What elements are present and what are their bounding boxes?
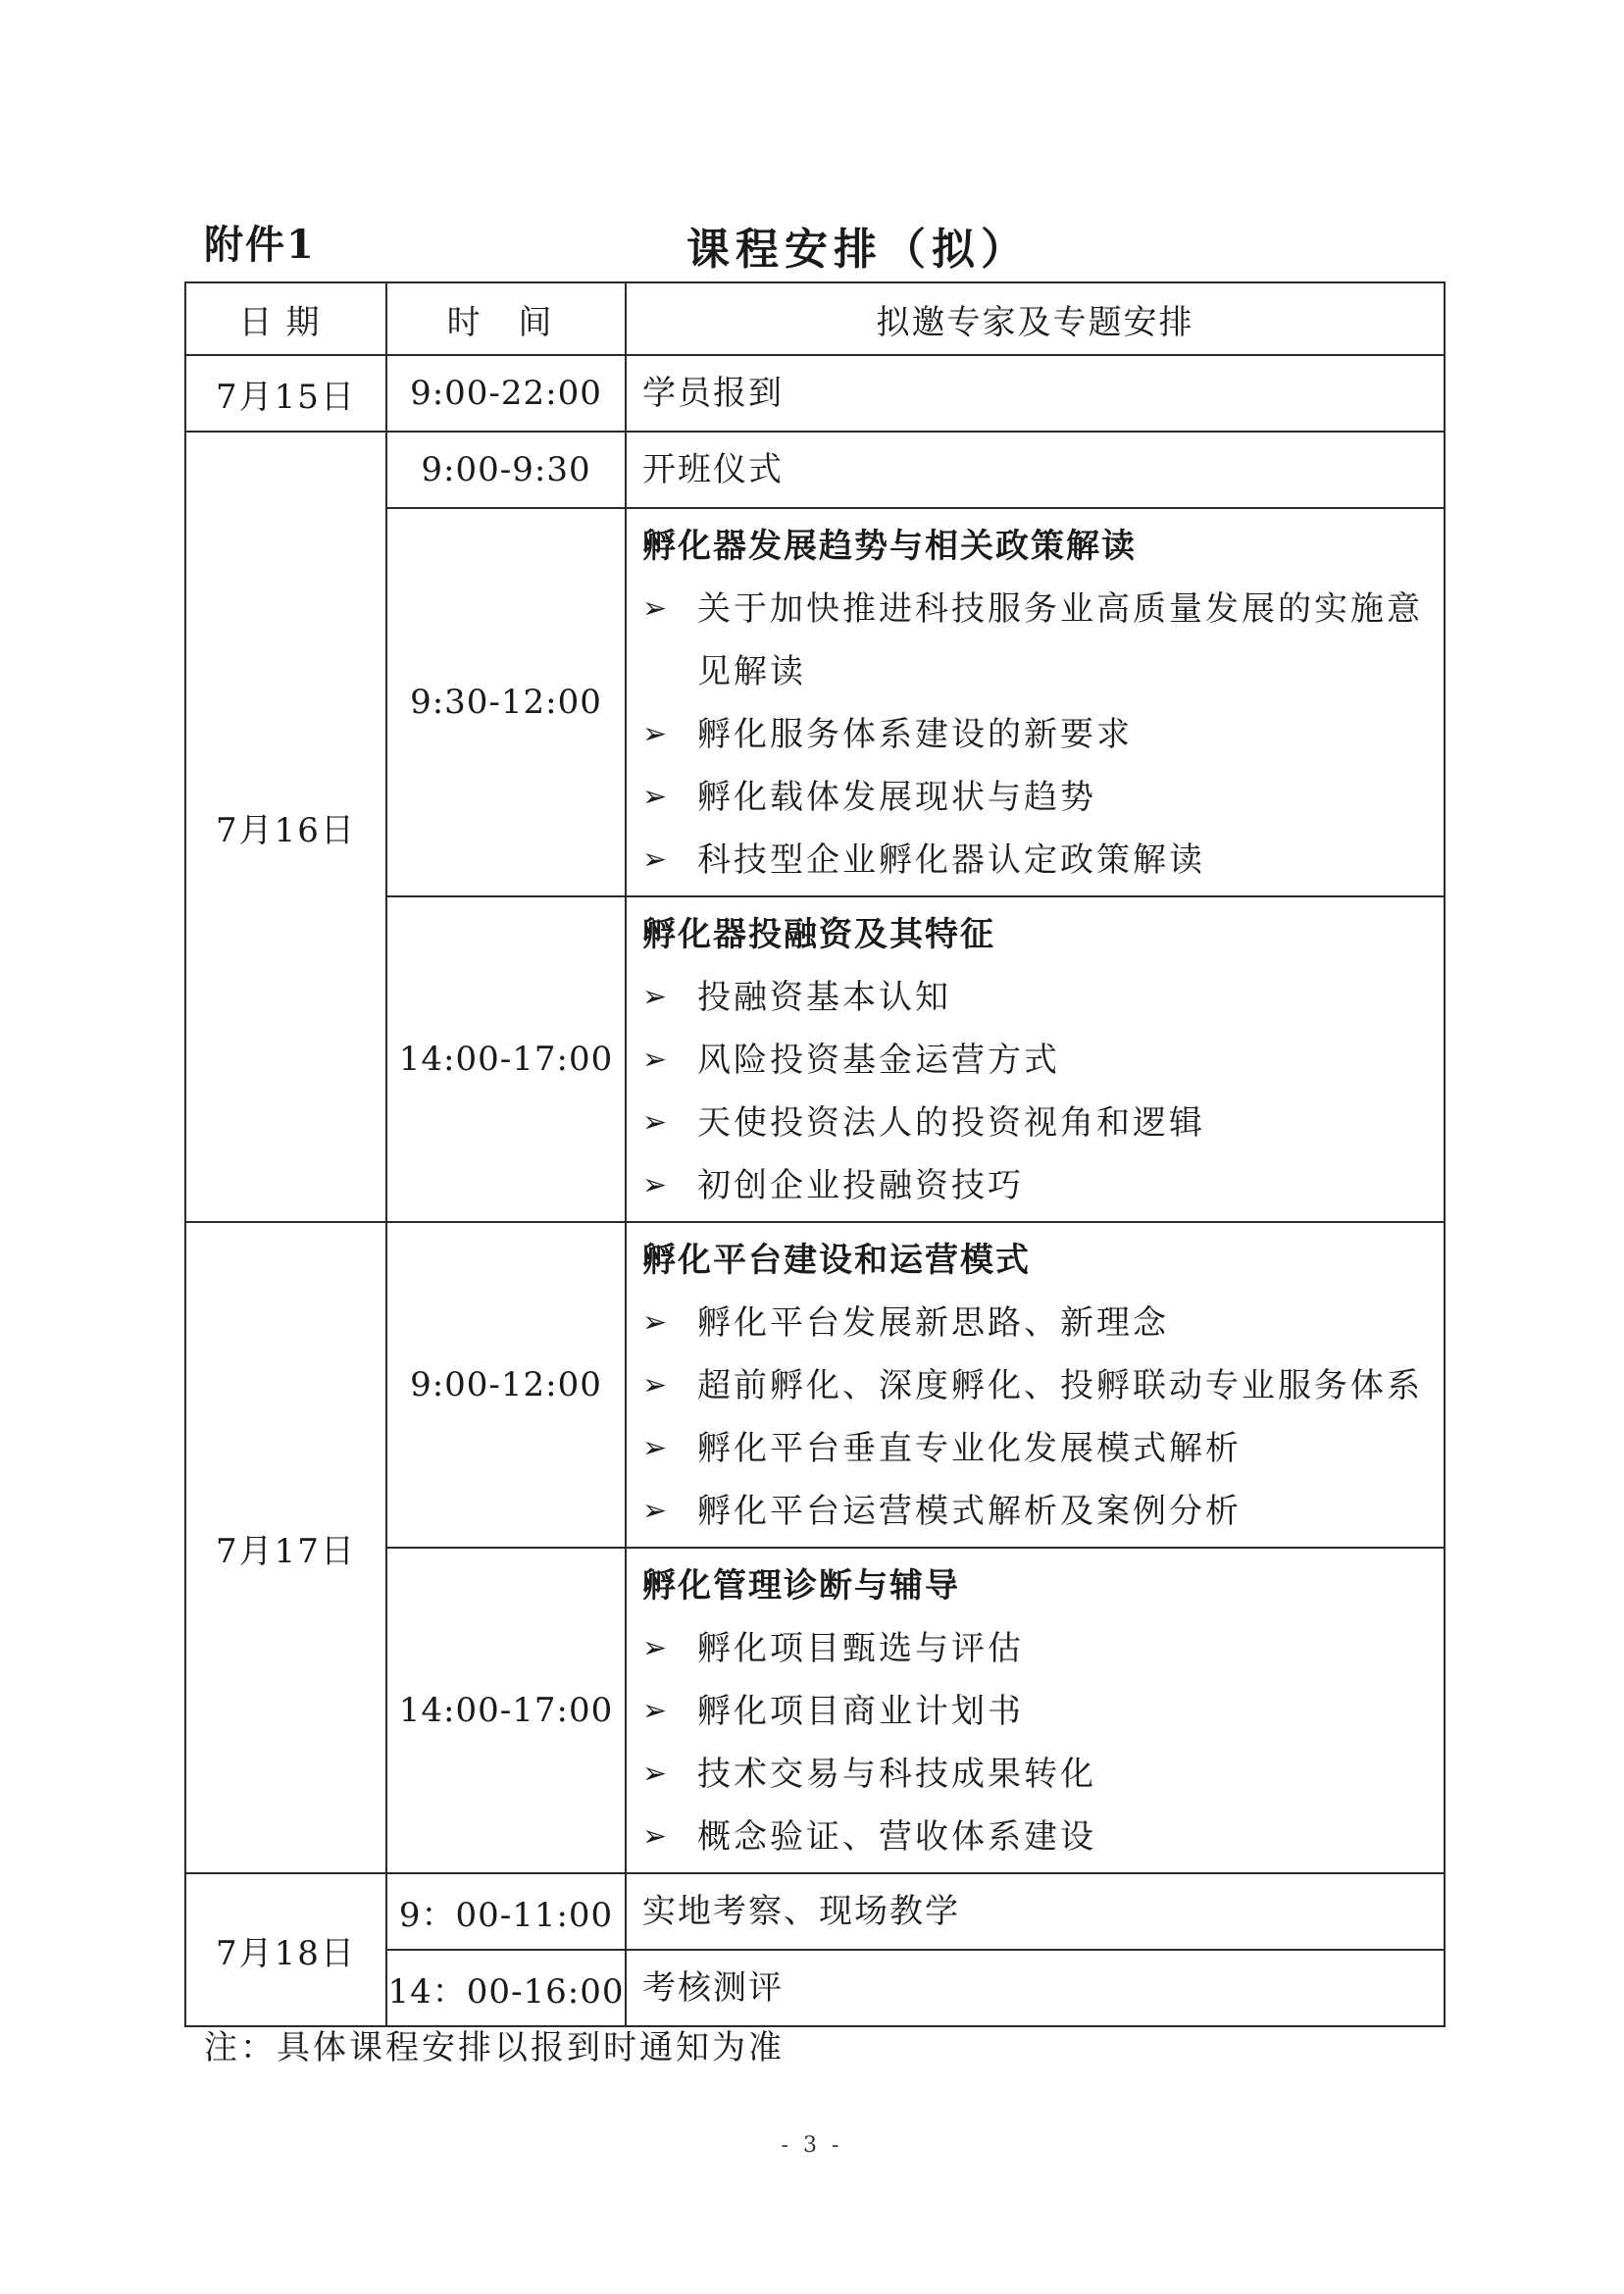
list-item xyxy=(642,766,1434,829)
page-number: - 3 - xyxy=(781,2133,843,2158)
arrow-bullet-icon: ➢ xyxy=(642,780,671,814)
time-cell: 14:00-17:00 xyxy=(386,896,626,1222)
arrow-bullet-icon: ➢ xyxy=(642,842,671,877)
table-row xyxy=(185,432,1445,508)
arrow-bullet-icon: ➢ xyxy=(642,1494,671,1528)
arrow-bullet-icon: ➢ xyxy=(642,1168,671,1202)
time-cell: 9:00-12:00 xyxy=(386,1222,626,1548)
time-cell: 9：00-11:00 xyxy=(386,1873,626,1950)
date-cell: 7月15日 xyxy=(185,355,386,432)
arrow-bullet-icon: ➢ xyxy=(642,1757,671,1791)
date-cell: 7月16日 xyxy=(185,432,386,1222)
topic-cell xyxy=(626,1222,1445,1548)
arrow-bullet-icon: ➢ xyxy=(642,1631,671,1665)
list-item-text: 孵化项目甄选与评估 xyxy=(697,1629,1024,1668)
topic-cell xyxy=(626,896,1445,1222)
arrow-bullet-icon: ➢ xyxy=(642,980,671,1014)
arrow-bullet-icon: ➢ xyxy=(642,1105,671,1140)
topic-cell: 实地考察、现场教学 xyxy=(626,1873,1445,1950)
date-cell: 7月17日 xyxy=(185,1222,386,1873)
list-item-text: 孵化平台垂直专业化发展模式解析 xyxy=(697,1429,1242,1468)
list-item xyxy=(642,1617,1434,1680)
arrow-bullet-icon: ➢ xyxy=(642,1043,671,1077)
list-item xyxy=(642,1480,1434,1543)
topic-cell: 考核测评 xyxy=(626,1950,1445,2026)
list-item-text: 孵化平台运营模式解析及案例分析 xyxy=(697,1492,1242,1531)
list-item xyxy=(642,1154,1434,1217)
list-item-text: 技术交易与科技成果转化 xyxy=(697,1755,1096,1794)
time-cell: 14：00-16:00 xyxy=(386,1950,626,2026)
list-item xyxy=(642,578,1434,703)
topic-cell: 开班仪式 xyxy=(626,432,1445,508)
attachment-label: 附件1 xyxy=(204,222,316,268)
topic-cell xyxy=(626,1548,1445,1873)
arrow-bullet-icon: ➢ xyxy=(642,1694,671,1728)
list-item-text: 孵化载体发展现状与趋势 xyxy=(697,778,1096,817)
list-item-text: 风险投资基金运营方式 xyxy=(697,1041,1060,1080)
column-header-time: 时 间 xyxy=(386,282,626,355)
time-cell: 9:30-12:00 xyxy=(386,508,626,896)
topic-cell xyxy=(626,508,1445,896)
table-row xyxy=(185,1873,1445,1950)
schedule-table xyxy=(184,281,1446,2027)
list-item-text: 关于加快推进科技服务业高质量发展的实施意见解读 xyxy=(697,589,1423,691)
document-title: 课程安排（拟） xyxy=(686,225,1030,275)
session-title: 孵化管理诊断与辅导 xyxy=(642,1566,960,1606)
list-item xyxy=(642,1806,1434,1868)
session-title: 孵化器发展趋势与相关政策解读 xyxy=(642,527,1137,566)
table-row xyxy=(185,1222,1445,1548)
list-item xyxy=(642,1743,1434,1806)
list-item-text: 孵化平台发展新思路、新理念 xyxy=(697,1303,1169,1343)
time-cell: 9:00-22:00 xyxy=(386,355,626,432)
arrow-bullet-icon: ➢ xyxy=(642,1368,671,1402)
list-item-text: 孵化服务体系建设的新要求 xyxy=(697,715,1133,754)
list-item xyxy=(642,1029,1434,1092)
list-item xyxy=(642,1092,1434,1154)
list-item xyxy=(642,1354,1434,1417)
list-item-text: 初创企业投融资技巧 xyxy=(697,1166,1024,1205)
footnote: 注：具体课程安排以报到时通知为准 xyxy=(204,2028,785,2067)
column-header-topic: 拟邀专家及专题安排 xyxy=(626,282,1445,355)
topic-cell: 学员报到 xyxy=(626,355,1445,432)
session-title: 孵化器投融资及其特征 xyxy=(642,915,995,954)
list-item-text: 投融资基本认知 xyxy=(697,978,951,1017)
list-item xyxy=(642,1417,1434,1480)
list-item xyxy=(642,829,1434,892)
arrow-bullet-icon: ➢ xyxy=(642,591,671,626)
list-item-text: 天使投资法人的投资视角和逻辑 xyxy=(697,1103,1205,1143)
time-cell: 9:00-9:30 xyxy=(386,432,626,508)
arrow-bullet-icon: ➢ xyxy=(642,717,671,751)
arrow-bullet-icon: ➢ xyxy=(642,1819,671,1854)
arrow-bullet-icon: ➢ xyxy=(642,1431,671,1465)
list-item xyxy=(642,1680,1434,1743)
time-cell: 14:00-17:00 xyxy=(386,1548,626,1873)
list-item xyxy=(642,703,1434,766)
list-item-text: 孵化项目商业计划书 xyxy=(697,1692,1024,1731)
date-cell: 7月18日 xyxy=(185,1873,386,2026)
session-title: 孵化平台建设和运营模式 xyxy=(642,1241,1031,1280)
list-item xyxy=(642,1292,1434,1354)
arrow-bullet-icon: ➢ xyxy=(642,1305,671,1340)
list-item-text: 科技型企业孵化器认定政策解读 xyxy=(697,841,1205,880)
list-item-text: 概念验证、营收体系建设 xyxy=(697,1817,1096,1857)
table-row xyxy=(185,355,1445,432)
list-item xyxy=(642,966,1434,1029)
list-item-text: 超前孵化、深度孵化、投孵联动专业服务体系 xyxy=(697,1366,1423,1405)
table-header-row xyxy=(185,282,1445,355)
column-header-date: 日期 xyxy=(185,282,386,355)
